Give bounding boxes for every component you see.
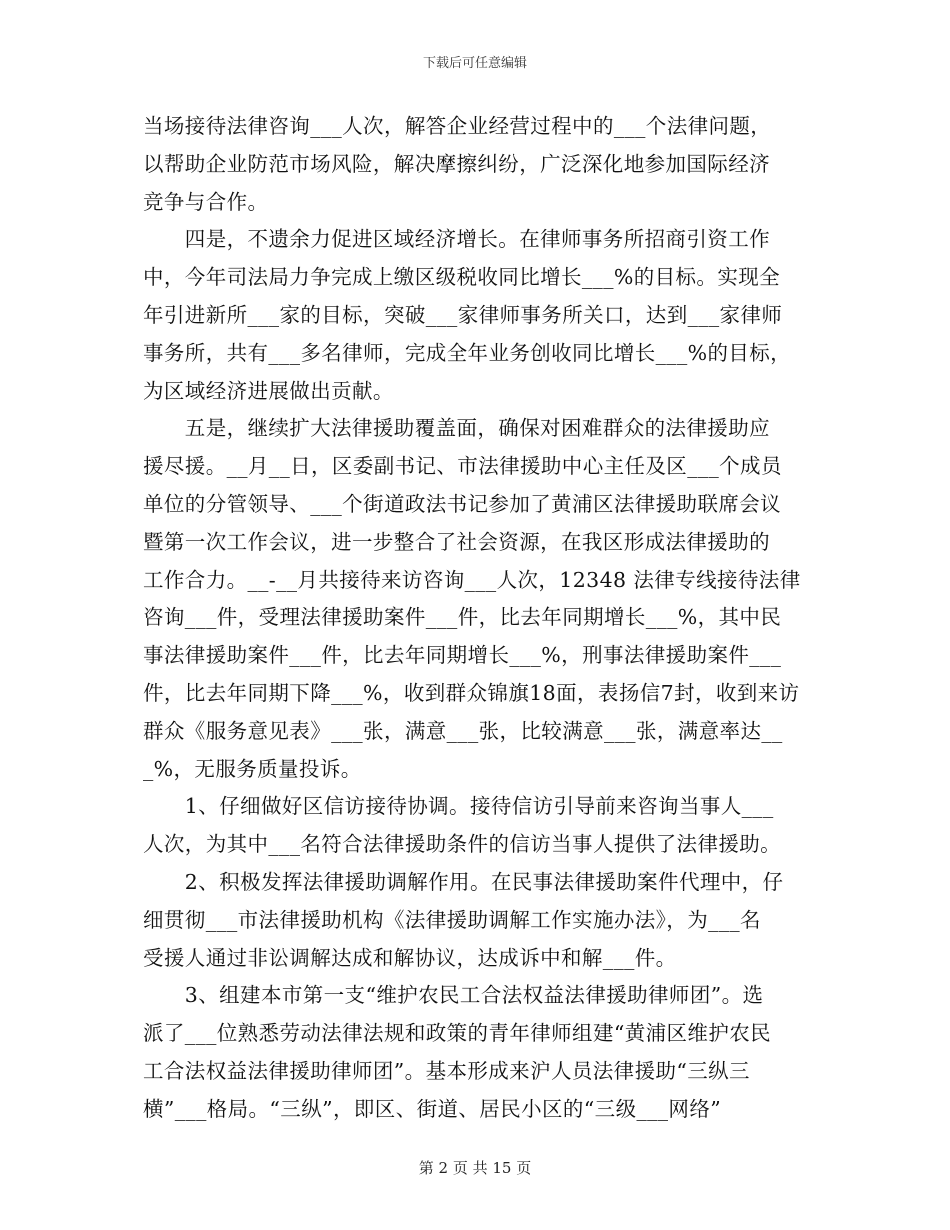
text-line: 竞争与合作。: [143, 189, 269, 214]
text-line: 年引进新所___家的目标，突破___家律师事务所关口，达到___家律师: [143, 302, 783, 327]
text-line: 2、积极发挥法律援助调解作用。在民事法律援助案件代理中，仔: [143, 869, 784, 894]
text-line: 群众《服务意见表》___张，满意___张，比较满意___张，满意率达__: [143, 718, 783, 743]
text-line: 四是，不遗余力促进区域经济增长。在律师事务所招商引资工作: [143, 227, 770, 252]
page-header-note: 下载后可任意编辑: [422, 56, 527, 71]
text-line: 横”___格局。“三纵”，即区、街道、居民小区的“三级___网络”: [143, 1096, 722, 1121]
text-line: 暨第一次工作会议，进一步整合了社会资源，在我区形成法律援助的: [143, 529, 770, 554]
text-line: _%，无服务质量投诉。: [143, 756, 362, 781]
text-line: 为区域经济进展做出贡献。: [143, 378, 394, 403]
page-number: 第 2 页 共 15 页: [418, 1159, 532, 1177]
text-line: 细贯彻___市法律援助机构《法律援助调解工作实施办法》，为___名: [143, 907, 761, 932]
text-line: 3、组建本市第一支“维护农民工合法权益法律援助律师团”。选: [143, 983, 764, 1008]
text-line: 事法律援助案件___件，比去年同期增长___%，刑事法律援助案件___: [143, 643, 782, 668]
text-line: 以帮助企业防范市场风险，解决摩擦纠纷，广泛深化地参加国际经济: [143, 151, 770, 176]
text-line: 件，比去年同期下降___%，收到群众锦旗18面，表扬信7封，收到来访: [143, 680, 800, 705]
text-line: 人次，为其中___名符合法律援助条件的信访当事人提供了法律援助。: [143, 832, 782, 857]
text-line: 咨询___件，受理法律援助案件___件，比去年同期增长___%，其中民: [143, 605, 782, 630]
text-line: 1、仔细做好区信访接待协调。接待信访引导前来咨询当事人___: [143, 794, 774, 819]
text-line: 受援人通过非讼调解达成和解协议，达成诉中和解___件。: [143, 945, 677, 970]
text-line: 单位的分管领导、___个街道政法书记参加了黄浦区法律援助联席会议: [143, 491, 782, 516]
text-line: 中，今年司法局力争完成上缴区级税收同比增长___%的目标。实现全: [143, 265, 781, 290]
text-line: 工合法权益法律援助律师团”。基本形成来沪人员法律援助“三纵三: [143, 1058, 750, 1083]
text-line: 当场接待法律咨询___人次，解答企业经营过程中的___个法律问题，: [143, 114, 772, 138]
text-line: 工作合力。__-__月共接待来访咨询___人次，12348 法律专线接待法律: [143, 567, 801, 592]
text-line: 五是，继续扩大法律援助覆盖面，确保对困难群众的法律援助应: [143, 416, 770, 441]
text-line: 事务所，共有___多名律师，完成全年业务创收同比增长___%的目标，: [143, 340, 792, 365]
text-line: 援尽援。__月__日，区委副书记、市法律援助中心主任及区___个成员: [143, 454, 782, 479]
text-line: 派了___位熟悉劳动法律法规和政策的青年律师组建“黄浦区维护农民: [143, 1021, 772, 1046]
document-body: [143, 108, 805, 1129]
